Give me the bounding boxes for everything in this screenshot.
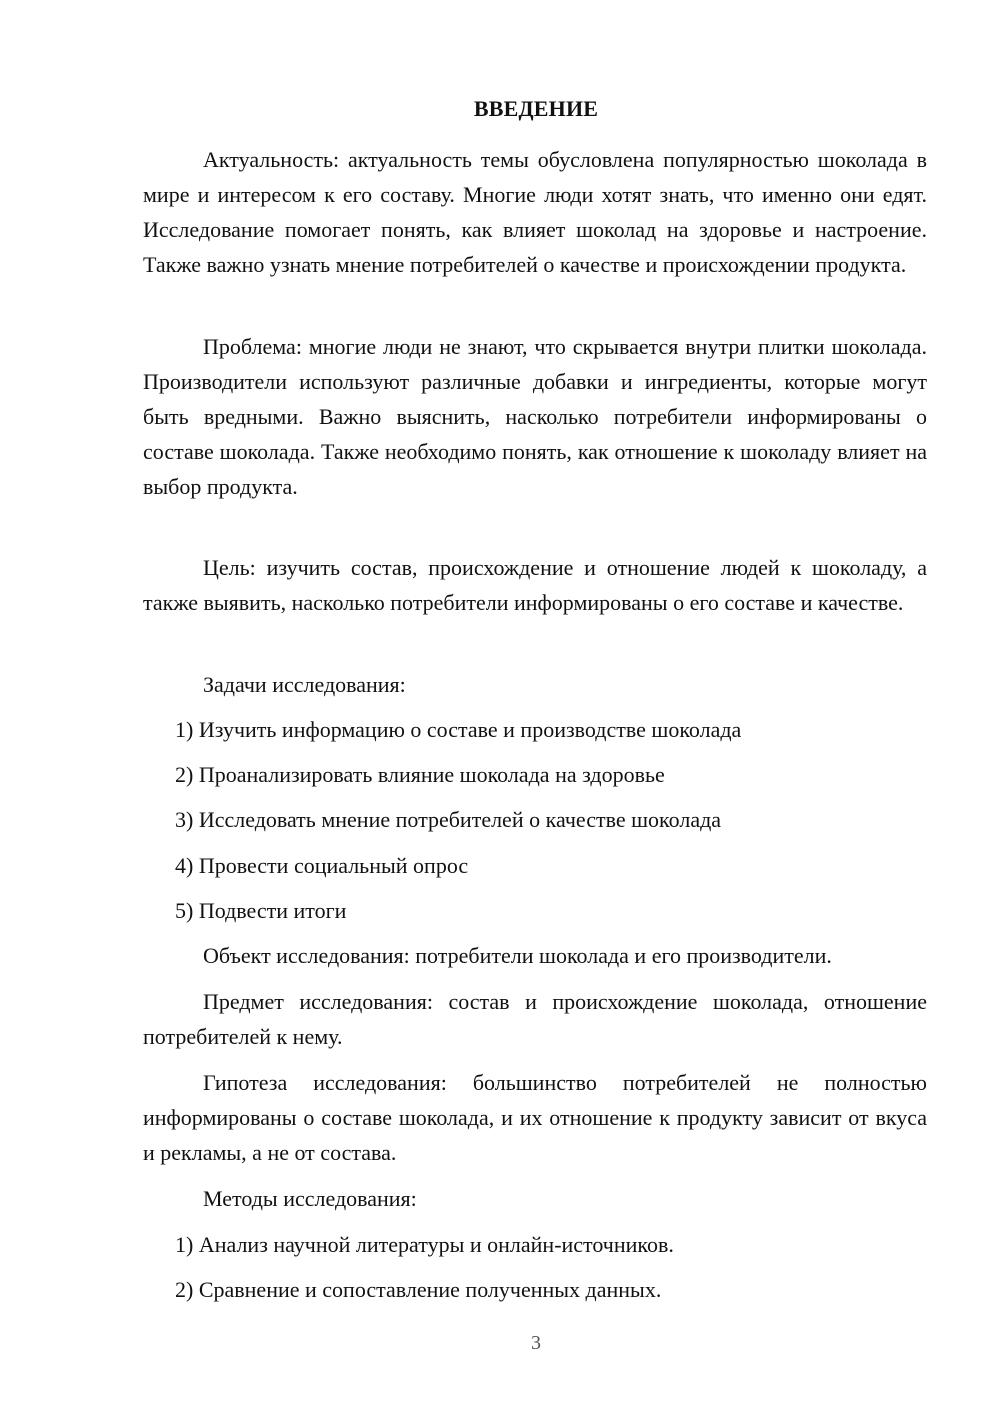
page-number: 3 xyxy=(531,1332,541,1354)
method-item: 1) Анализ научной литературы и онлайн-источников. xyxy=(175,1232,674,1257)
hypothesis-paragraph: Гипотеза исследования: большинство потребителей не полностью информированы о составе шоколада, и их отношение к продукту зависит от вкуса и рекламы, а не от состава. xyxy=(143,1070,927,1165)
task-item: 2) Проанализировать влияние шоколада на здоровье xyxy=(175,762,665,787)
methods-title: Методы исследования: xyxy=(203,1186,417,1211)
task-item: 5) Подвести итоги xyxy=(175,898,347,923)
task-item: 3) Исследовать мнение потребителей о качестве шоколада xyxy=(175,807,722,832)
goal-paragraph: Цель: изучить состав, происхождение и отношение людей к шоколаду, а также выявить, насколько потребители информированы о его составе и качестве. xyxy=(143,555,927,615)
page-title: ВВЕДЕНИЕ xyxy=(473,96,599,121)
task-item: 4) Провести социальный опрос xyxy=(175,853,469,878)
method-item: 2) Сравнение и сопоставление полученных данных. xyxy=(175,1277,662,1302)
object-paragraph: Объект исследования: потребители шоколада и его производители. xyxy=(203,943,832,968)
task-item: 1) Изучить информацию о составе и производстве шоколада xyxy=(175,717,742,742)
problem-paragraph: Проблема: многие люди не знают, что скрывается внутри плитки шоколада. Производители используют различные добавки и ингредиенты, которые могут быть вредными. Важно выяснить, насколько потребители информированы о составе шоколада. Также необходимо понять, как отношение к шоколаду влияет на выбор продукта. xyxy=(143,334,927,499)
relevance-paragraph: Актуальность: актуальность темы обусловлена популярностью шоколада в мире и интересом к его составу. Многие люди хотят знать, что именно они едят. Исследование помогает понять, как влияет шоколад на здоровье и настроение. Также важно узнать мнение потребителей о качестве и происхождении продукта. xyxy=(143,147,927,277)
subject-paragraph: Предмет исследования: состав и происхождение шоколада, отношение потребителей к нему. xyxy=(143,989,927,1049)
tasks-title: Задачи исследования: xyxy=(203,672,406,697)
